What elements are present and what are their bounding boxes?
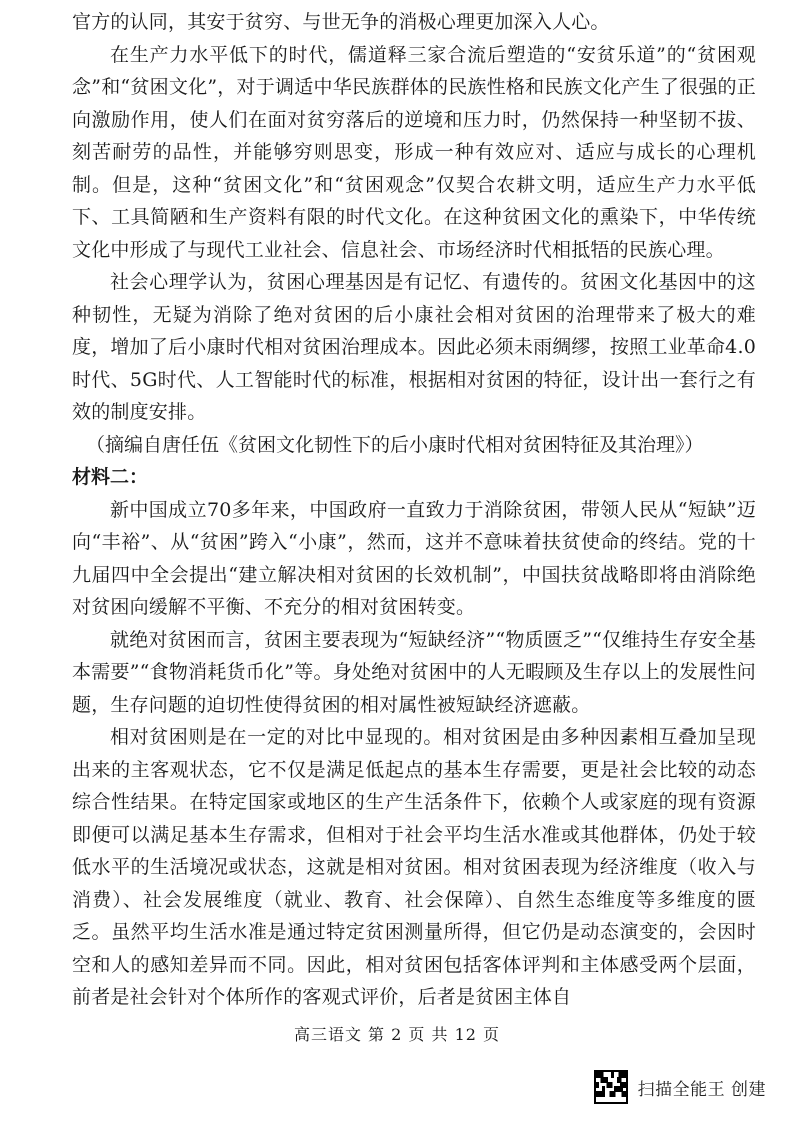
section-heading: 材料二： <box>72 466 149 488</box>
paragraph: 在生产力水平低下的时代，儒道释三家合流后塑造的“安贫乐道”的“贫困观念”和“贫困文化”，对于调适中华民族群体的民族性格和民族文化产生了很强的正向激励作用，使人们在面对贫穷落后的逆境和压力时，仍然保持一种坚韧不拔、刻苦耐劳的品性，并能够穷则思变，形成一种有效应对、适应与成长的心理机制。但是，这种“贫困文化”和“贫困观念”仅契合农耕文明，适应生产力水平低下、工具简陋和生产资料有限的时代文化。在这种贫困文化的熏染下，中华传统文化中形成了与现代工业社会、信息社会、市场经济时代相抵牾的民族心理。 <box>72 43 756 261</box>
source-citation: （摘编自唐任伍《贫困文化韧性下的后小康时代相对贫困特征及其治理》） <box>86 433 704 456</box>
paragraph: 社会心理学认为，贫困心理基因是有记忆、有遗传的。贫困文化基因中的这种韧性，无疑为消除了绝对贫困的后小康社会相对贫困的治理带来了极大的难度，增加了后小康时代相对贫困治理成本。因此必须未雨绸缪，按照工业革命4.0时代、5G时代、人工智能时代的标准，根据相对贫困的特征，设计出一套行之有效的制度安排。 <box>72 271 756 423</box>
paragraph: 相对贫困则是在一定的对比中显现的。相对贫困是由多种因素相互叠加呈现出来的主客观状态，它不仅是满足低起点的基本生存需要，更是社会比较的动态综合性结果。在特定国家或地区的生产生活条件下，依赖个人或家庭的现有资源即便可以满足基本生存需求，但相对于社会平均生活水准或其他群体，仍处于较低水平的生活境况或状态，这就是相对贫困。相对贫困表现为经济维度（收入与消费）、社会发展维度（就业、教育、社会保障）、自然生态维度等多维度的匮乏。虽然平均生活水准是通过特定贫困测量所得，但它仍是动态演变的，会因时空和人的感知差异而不同。因此，相对贫困包括客体评判和主体感受两个层面，前者是社会针对个体所作的客观式评价，后者是贫困主体自 <box>72 726 756 1008</box>
paragraph-continued: 官方的认同，其安于贫穷、与世无争的消极心理更加深入人心。 <box>72 11 610 33</box>
page-footer: 高三语文 第 2 页 共 12 页 <box>293 1025 501 1044</box>
scanner-watermark <box>594 1070 766 1104</box>
qr-code-icon <box>594 1070 628 1104</box>
paragraph: 就绝对贫困而言，贫困主要表现为“短缺经济”“物质匮乏”“仅维持生存安全基本需要”“食物消耗货币化”等。身处绝对贫困中的人无暇顾及生存以上的发展性问题，生存问题的迫切性使得贫困的相对属性被短缺经济遮蔽。 <box>72 628 756 716</box>
watermark-text: 扫描全能王 创建 <box>637 1079 766 1100</box>
paragraph: 新中国成立70多年来，中国政府一直致力于消除贫困，带领人民从“短缺”迈向“丰裕”、从“贫困”跨入“小康”，然而，这并不意味着扶贫使命的终结。党的十九届四中全会提出“建立解决相对贫困的长效机制”，中国扶贫战略即将由消除绝对贫困向缓解不平衡、不充分的相对贫困转变。 <box>72 498 756 618</box>
body-text <box>72 6 756 1014</box>
